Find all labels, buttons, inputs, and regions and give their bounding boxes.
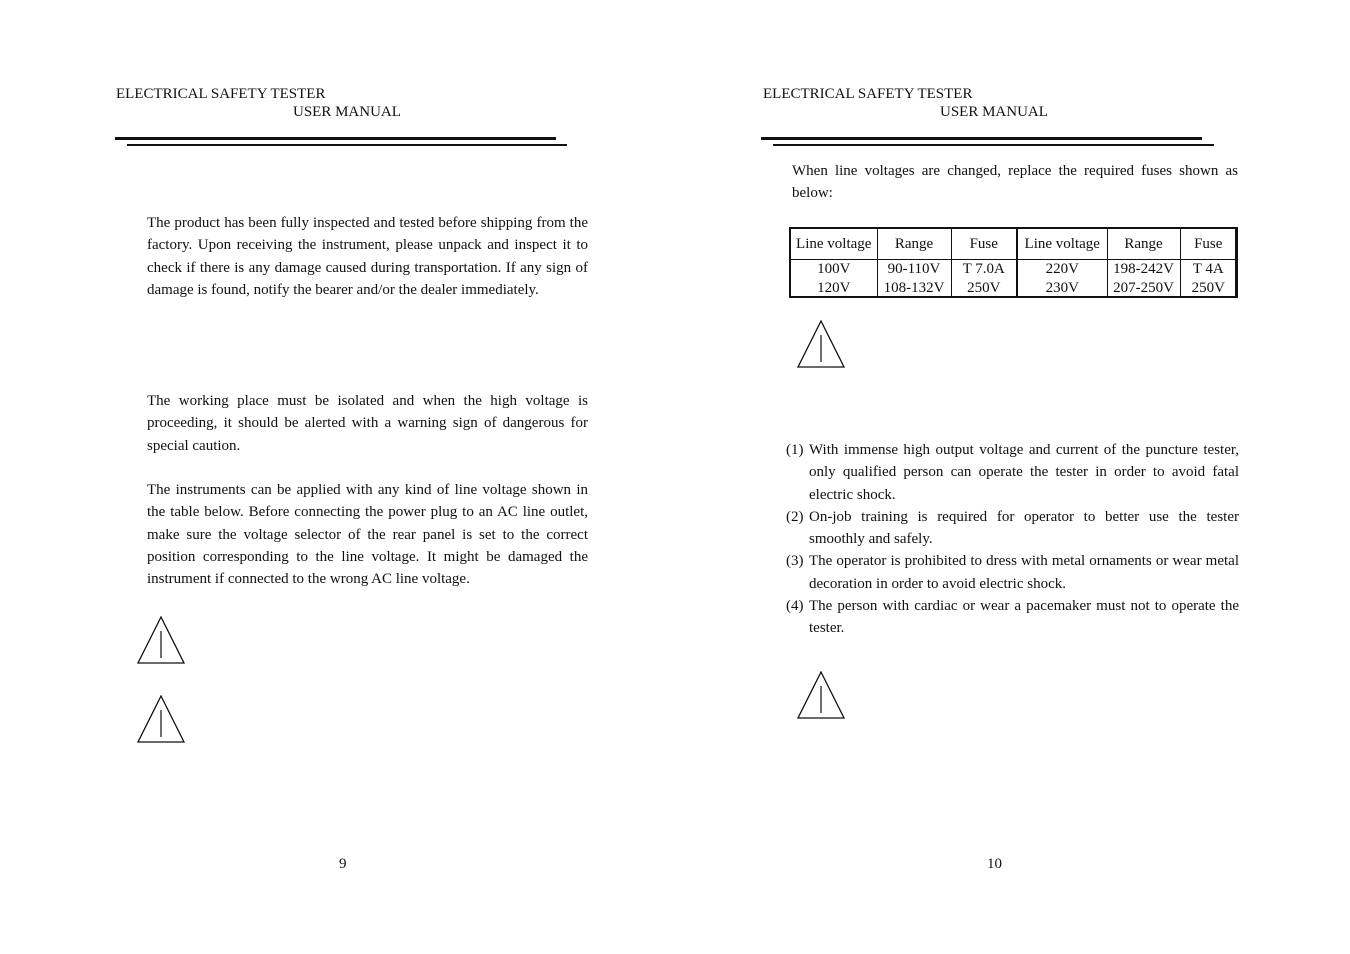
rule-text: The person with cardiac or wear a pacemaker must not to operate the tester. xyxy=(809,598,1239,637)
fuse-table-header-row xyxy=(791,229,1236,260)
workplace-paragraph: The working place must be isolated and when the high voltage is proceeding, it should be alerted with a warning sign of dangerous for special caution. xyxy=(147,393,588,454)
warning-triangle-icon xyxy=(797,320,845,368)
rule-number: (3) xyxy=(786,553,804,570)
rule-number: (1) xyxy=(786,442,804,458)
fuse-table-cell: 90-110V xyxy=(877,260,951,280)
fuse-table-cell: 250V xyxy=(1180,279,1236,298)
header-subtitle: USER MANUAL xyxy=(940,104,1048,120)
list-item xyxy=(786,595,1239,640)
safety-rules-list xyxy=(786,439,1239,640)
rule-text: The operator is prohibited to dress with metal ornaments or wear metal decoration in order to avoid electric shock. xyxy=(809,553,1239,592)
fuse-table-cell: 230V xyxy=(1017,279,1107,298)
header-subtitle: USER MANUAL xyxy=(293,104,401,120)
fuse-table-header: Range xyxy=(877,229,951,260)
header-title: ELECTRICAL SAFETY TESTER xyxy=(763,86,973,102)
header-title: ELECTRICAL SAFETY TESTER xyxy=(116,86,326,102)
header-rule-thick xyxy=(115,137,556,140)
inspection-paragraph: The product has been fully inspected and tested before shipping from the factory. Upon receiving the instrument, please unpack and inspect it to check if there is any damage caused during transportation. If any sign of damage is found, notify the bearer and/or the dealer immediately. xyxy=(147,215,588,298)
list-item xyxy=(786,550,1239,595)
warning-triangle-icon xyxy=(137,616,185,664)
fuse-table-cell: 220V xyxy=(1017,260,1107,280)
fuse-table-header: Line voltage xyxy=(1017,229,1107,260)
header-rule-thin xyxy=(127,144,567,146)
fuse-table-cell: 100V xyxy=(817,261,851,277)
fuse-table-cell: 207-250V xyxy=(1107,279,1180,298)
fuse-table-header: Fuse xyxy=(951,229,1017,260)
fuse-table-cell: 108-132V xyxy=(877,279,951,298)
line-voltage-paragraph: The instruments can be applied with any kind of line voltage shown in the table below. Before connecting the power plug to an AC line outlet, make sure the voltage selector of the rear panel is set to the correct position corresponding to the line voltage. It might be damaged the instrument if connected to the wrong AC line voltage. xyxy=(147,482,588,588)
header-rule-thick xyxy=(761,137,1202,140)
rule-number: (4) xyxy=(786,598,804,615)
header-rule-thin xyxy=(773,144,1214,146)
fuse-table-header: Range xyxy=(1107,229,1180,260)
fuse-table-cell: 250V xyxy=(951,279,1017,298)
fuse-table-cell: T 4A xyxy=(1180,260,1236,280)
table-row xyxy=(791,260,1236,280)
fuse-table-cell: 120V xyxy=(817,280,851,296)
rule-text: With immense high output voltage and current of the puncture tester, only qualified person can operate the tester in order to avoid fatal electric shock. xyxy=(809,442,1239,503)
warning-triangle-icon xyxy=(797,671,845,719)
fuse-table-header: Fuse xyxy=(1180,229,1236,260)
fuse-table xyxy=(791,229,1236,298)
fuse-intro-paragraph: When line voltages are changed, replace the required fuses shown as below: xyxy=(792,163,1238,202)
fuse-table-cell: 198-242V xyxy=(1107,260,1180,280)
list-item xyxy=(786,439,1239,506)
list-item xyxy=(786,506,1239,551)
page-number: 10 xyxy=(987,856,1002,872)
fuse-table-cell: T 7.0A xyxy=(951,260,1017,280)
rule-text: On-job training is required for operator to better use the tester smoothly and safely. xyxy=(809,508,1239,548)
fuse-table-header: Line voltage xyxy=(791,229,877,260)
warning-triangle-icon xyxy=(137,695,185,743)
rule-number: (2) xyxy=(786,508,804,525)
page-number: 9 xyxy=(339,856,347,872)
right-page xyxy=(675,0,1350,954)
table-row xyxy=(791,279,1236,298)
